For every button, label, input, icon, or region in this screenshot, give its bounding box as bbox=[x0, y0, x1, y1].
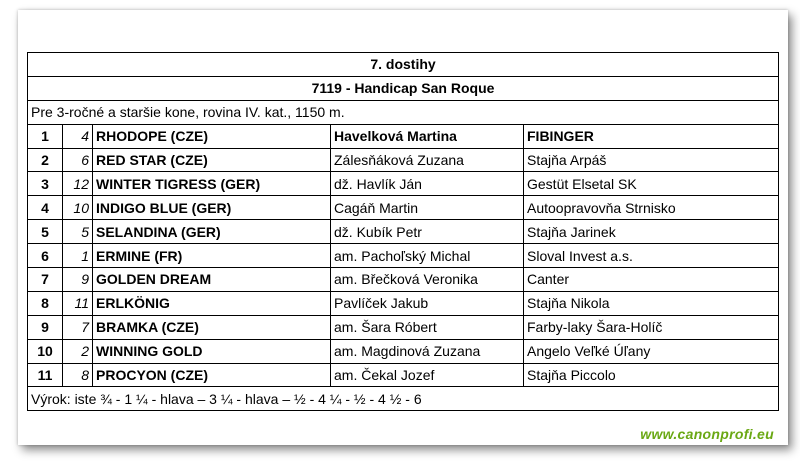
result-place: 10 bbox=[28, 339, 63, 363]
result-place: 4 bbox=[28, 196, 63, 220]
result-rider: am. Šara Róbert bbox=[331, 315, 524, 339]
result-horse: WINNING GOLD bbox=[93, 339, 331, 363]
result-start-number: 4 bbox=[63, 124, 93, 148]
result-start-number: 12 bbox=[63, 172, 93, 196]
result-row bbox=[28, 124, 779, 148]
result-owner: Stajňa Nikola bbox=[524, 291, 779, 315]
result-rider: Zálesňáková Zuzana bbox=[331, 148, 524, 172]
result-horse: GOLDEN DREAM bbox=[93, 268, 331, 292]
result-start-number: 6 bbox=[63, 148, 93, 172]
result-row bbox=[28, 315, 779, 339]
result-rider: dž. Kubík Petr bbox=[331, 220, 524, 244]
result-horse: ERMINE (FR) bbox=[93, 244, 331, 268]
result-row bbox=[28, 291, 779, 315]
result-rider: Havelková Martina bbox=[331, 124, 524, 148]
result-rider: am. Pachoľský Michal bbox=[331, 244, 524, 268]
document-sheet bbox=[18, 10, 788, 445]
result-row bbox=[28, 244, 779, 268]
result-horse: RHODOPE (CZE) bbox=[93, 124, 331, 148]
result-horse: BRAMKA (CZE) bbox=[93, 315, 331, 339]
result-horse: RED STAR (CZE) bbox=[93, 148, 331, 172]
result-place: 3 bbox=[28, 172, 63, 196]
result-start-number: 8 bbox=[63, 363, 93, 387]
result-owner: Stajňa Piccolo bbox=[524, 363, 779, 387]
race-title: 7. dostihy bbox=[28, 53, 779, 77]
result-row bbox=[28, 268, 779, 292]
result-horse: SELANDINA (GER) bbox=[93, 220, 331, 244]
result-rider: am. Čekal Jozef bbox=[331, 363, 524, 387]
result-horse: INDIGO BLUE (GER) bbox=[93, 196, 331, 220]
race-results-table bbox=[27, 52, 779, 411]
result-start-number: 1 bbox=[63, 244, 93, 268]
watermark: www.canonprofi.eu bbox=[640, 426, 774, 442]
race-title-row bbox=[28, 53, 779, 77]
result-owner: Stajňa Jarinek bbox=[524, 220, 779, 244]
result-owner: FIBINGER bbox=[524, 124, 779, 148]
result-row bbox=[28, 220, 779, 244]
result-horse: PROCYON (CZE) bbox=[93, 363, 331, 387]
result-place: 6 bbox=[28, 244, 63, 268]
result-rider: am. Břečková Veronika bbox=[331, 268, 524, 292]
result-owner: Autoopravovňa Strnisko bbox=[524, 196, 779, 220]
race-name: 7119 - Handicap San Roque bbox=[28, 76, 779, 100]
result-rider: Pavlíček Jakub bbox=[331, 291, 524, 315]
result-rider: dž. Havlík Ján bbox=[331, 172, 524, 196]
result-row bbox=[28, 148, 779, 172]
result-place: 5 bbox=[28, 220, 63, 244]
race-conditions-row bbox=[28, 100, 779, 124]
result-place: 11 bbox=[28, 363, 63, 387]
result-start-number: 11 bbox=[63, 291, 93, 315]
verdict-row bbox=[28, 387, 779, 411]
result-start-number: 7 bbox=[63, 315, 93, 339]
verdict-text: Výrok: iste ¾ - 1 ¼ - hlava – 3 ¼ - hlava – ½ - 4 ¼ - ½ - 4 ½ - 6 bbox=[28, 387, 779, 411]
result-owner: Farby-laky Šara-Holíč bbox=[524, 315, 779, 339]
result-place: 9 bbox=[28, 315, 63, 339]
result-owner: Gestüt Elsetal SK bbox=[524, 172, 779, 196]
result-start-number: 5 bbox=[63, 220, 93, 244]
result-start-number: 2 bbox=[63, 339, 93, 363]
result-place: 8 bbox=[28, 291, 63, 315]
result-place: 1 bbox=[28, 124, 63, 148]
result-row bbox=[28, 339, 779, 363]
result-start-number: 9 bbox=[63, 268, 93, 292]
result-row bbox=[28, 196, 779, 220]
race-name-row bbox=[28, 76, 779, 100]
result-horse: ERLKÖNIG bbox=[93, 291, 331, 315]
result-horse: WINTER TIGRESS (GER) bbox=[93, 172, 331, 196]
result-rider: Cagáň Martin bbox=[331, 196, 524, 220]
result-owner: Stajňa Arpáš bbox=[524, 148, 779, 172]
result-place: 7 bbox=[28, 268, 63, 292]
result-place: 2 bbox=[28, 148, 63, 172]
result-start-number: 10 bbox=[63, 196, 93, 220]
result-row bbox=[28, 363, 779, 387]
result-rider: am. Magdinová Zuzana bbox=[331, 339, 524, 363]
result-owner: Canter bbox=[524, 268, 779, 292]
race-conditions: Pre 3-ročné a staršie kone, rovina IV. kat., 1150 m. bbox=[28, 100, 779, 124]
result-row bbox=[28, 172, 779, 196]
result-owner: Sloval Invest a.s. bbox=[524, 244, 779, 268]
result-owner: Angelo Veľké Úľany bbox=[524, 339, 779, 363]
